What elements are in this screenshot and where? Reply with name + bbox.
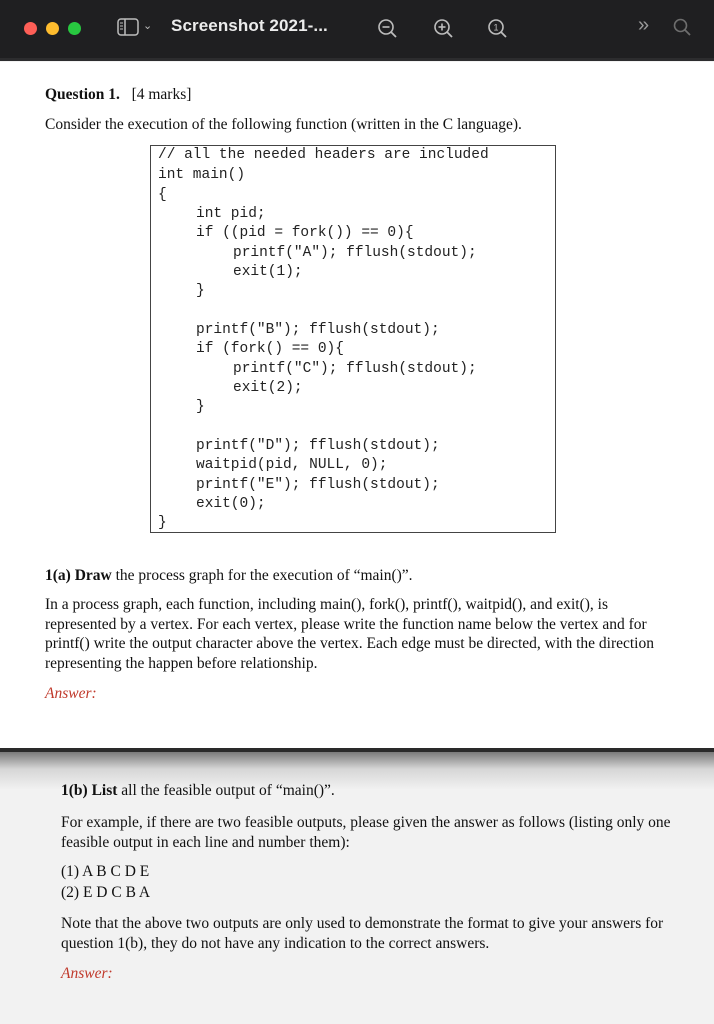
code-line: printf("A"); fflush(stdout); (233, 245, 477, 261)
question-marks: [4 marks] (131, 86, 192, 103)
code-line: printf("D"); fflush(stdout); (196, 438, 440, 454)
code-line: int pid; (196, 206, 266, 222)
close-window-button[interactable] (24, 22, 37, 35)
info-icon[interactable] (486, 17, 508, 39)
code-line: } (158, 515, 167, 531)
window-title: Screenshot 2021-... (171, 16, 328, 35)
code-line: printf("E"); fflush(stdout); (196, 477, 440, 493)
code-line: waitpid(pid, NULL, 0); (196, 457, 388, 473)
zoom-in-icon[interactable] (432, 17, 454, 39)
code-line: exit(0); (196, 496, 266, 512)
part-b-heading (61, 782, 335, 800)
chevron-down-icon[interactable]: ⌄ (143, 20, 153, 32)
window-titlebar (0, 0, 714, 61)
part-b-note: Note that the above two outputs are only used to demonstrate the format to give your answers for question 1(b), they do not have any indication to the correct answers. (61, 915, 664, 952)
example-output-2: (2) E D C B A (61, 884, 151, 901)
document-page-2 (0, 752, 714, 1024)
document-page-1 (0, 62, 714, 752)
example-output-1: (1) A B C D E (61, 863, 150, 880)
zoom-window-button[interactable] (68, 22, 81, 35)
part-b-answer-label: Answer: (61, 965, 113, 982)
part-b-paragraph: For example, if there are two feasible outputs, please given the answer as follows (listing only one feasible output in each line and number them): (61, 814, 671, 851)
minimize-window-button[interactable] (46, 22, 59, 35)
search-icon[interactable] (672, 17, 692, 37)
code-line: } (196, 399, 205, 415)
part-a-text: the process graph for the execution of “main()”. (111, 567, 413, 584)
question-heading (45, 86, 191, 104)
question-intro: Consider the execution of the following function (written in the C language). (45, 116, 522, 133)
sidebar-icon[interactable] (117, 18, 139, 36)
code-line: // all the needed headers are included (158, 147, 489, 163)
code-line: exit(1); (233, 264, 303, 280)
zoom-out-icon[interactable] (376, 17, 398, 39)
code-line: if ((pid = fork()) == 0){ (196, 225, 414, 241)
code-line: } (196, 283, 205, 299)
more-icon[interactable]: » (638, 14, 650, 36)
part-a-answer-label: Answer: (45, 685, 97, 702)
code-line: if (fork() == 0){ (196, 341, 344, 357)
code-line: printf("C"); fflush(stdout); (233, 361, 477, 377)
part-a-label: 1(a) Draw (45, 567, 112, 584)
part-a-paragraph: In a process graph, each function, including main(), fork(), printf(), waitpid(), and exit(), is represented by a vertex. For each vertex, please write the function name below the vertex and for printf() write the output character above the vertex. Each edge must be directed, with the direction representing the happen before relationship. (45, 596, 654, 672)
code-listing (150, 145, 556, 533)
code-line: int main() (158, 167, 246, 183)
part-b-text: all the feasible output of “main()”. (117, 782, 335, 799)
code-line: printf("B"); fflush(stdout); (196, 322, 440, 338)
code-line: exit(2); (233, 380, 303, 396)
part-b-label: 1(b) List (61, 782, 118, 799)
part-a-heading (45, 567, 413, 585)
code-line: { (158, 187, 167, 203)
svg-text:1: 1 (493, 22, 499, 33)
question-number: Question 1. (45, 86, 120, 103)
